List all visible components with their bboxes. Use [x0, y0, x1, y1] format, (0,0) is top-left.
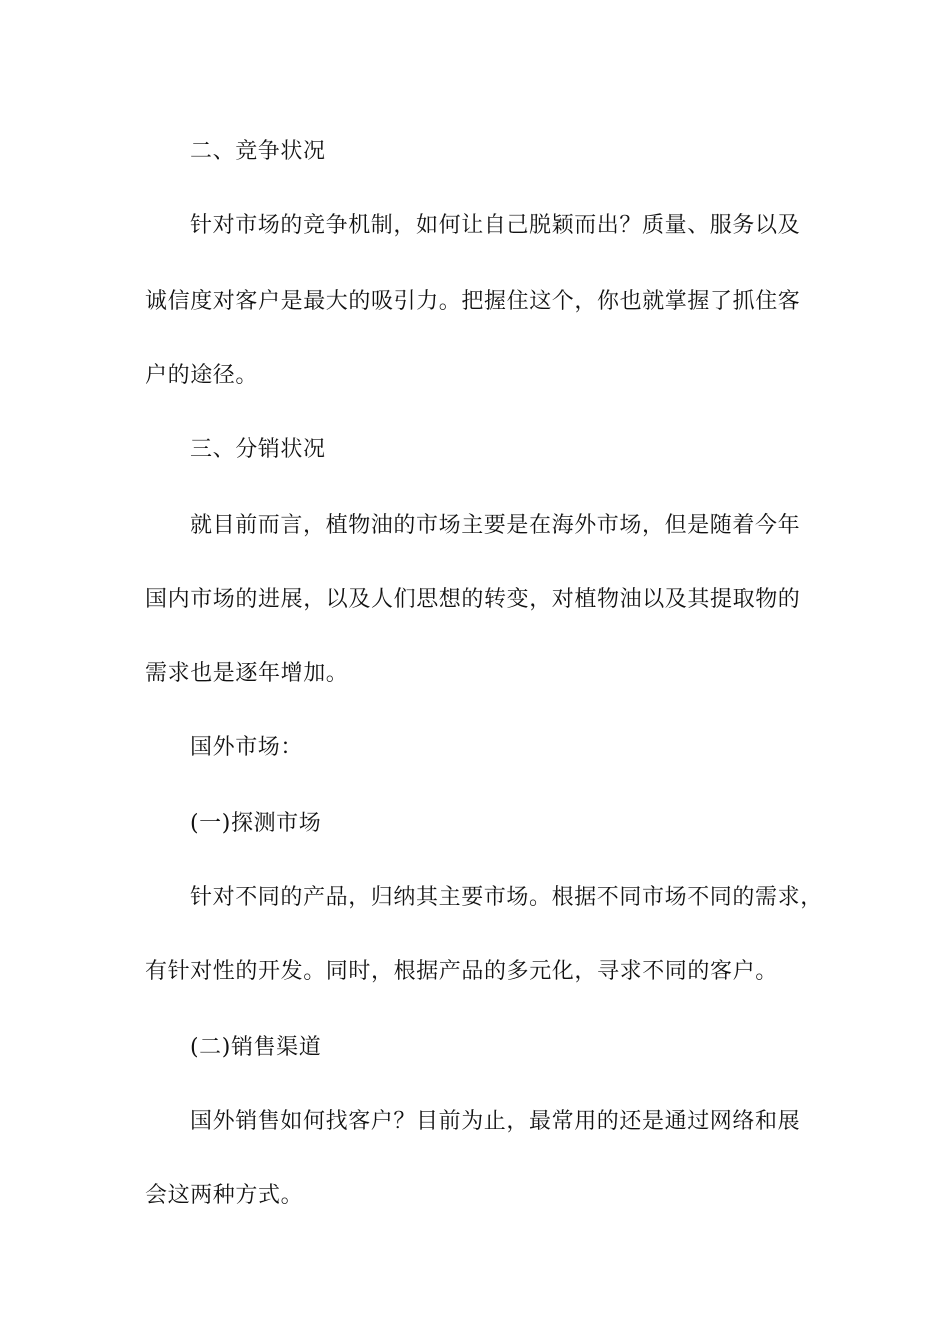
paragraph-line: 户的途径。 [145, 363, 259, 388]
paragraph-line: 针对不同的产品，归纳其主要市场。根据不同市场不同的需求， [190, 885, 823, 910]
paragraph-line: 需求也是逐年增加。 [145, 661, 349, 686]
section-heading-competition: 二、竞争状况 [190, 139, 326, 164]
subheading-sales-channels: (二)销售渠道 [190, 1035, 322, 1060]
subheading-explore-market: (一)探测市场 [190, 811, 322, 836]
paragraph-line: 诚信度对客户是最大的吸引力。把握住这个，你也就掌握了抓住客 [145, 289, 801, 314]
paragraph-line: 有针对性的开发。同时，根据产品的多元化，寻求不同的客户。 [145, 959, 778, 984]
paragraph-line: 会这两种方式。 [145, 1183, 304, 1208]
paragraph-line: 针对市场的竞争机制，如何让自己脱颖而出？质量、服务以及 [190, 213, 801, 238]
section-heading-distribution: 三、分销状况 [190, 437, 326, 462]
paragraph-line: 就目前而言，植物油的市场主要是在海外市场，但是随着今年 [190, 513, 801, 538]
subheading-foreign-market: 国外市场： [190, 735, 304, 760]
paragraph-line: 国内市场的进展，以及人们思想的转变，对植物油以及其提取物的 [145, 587, 801, 612]
paragraph-line: 国外销售如何找客户？目前为止，最常用的还是通过网络和展 [190, 1109, 801, 1134]
